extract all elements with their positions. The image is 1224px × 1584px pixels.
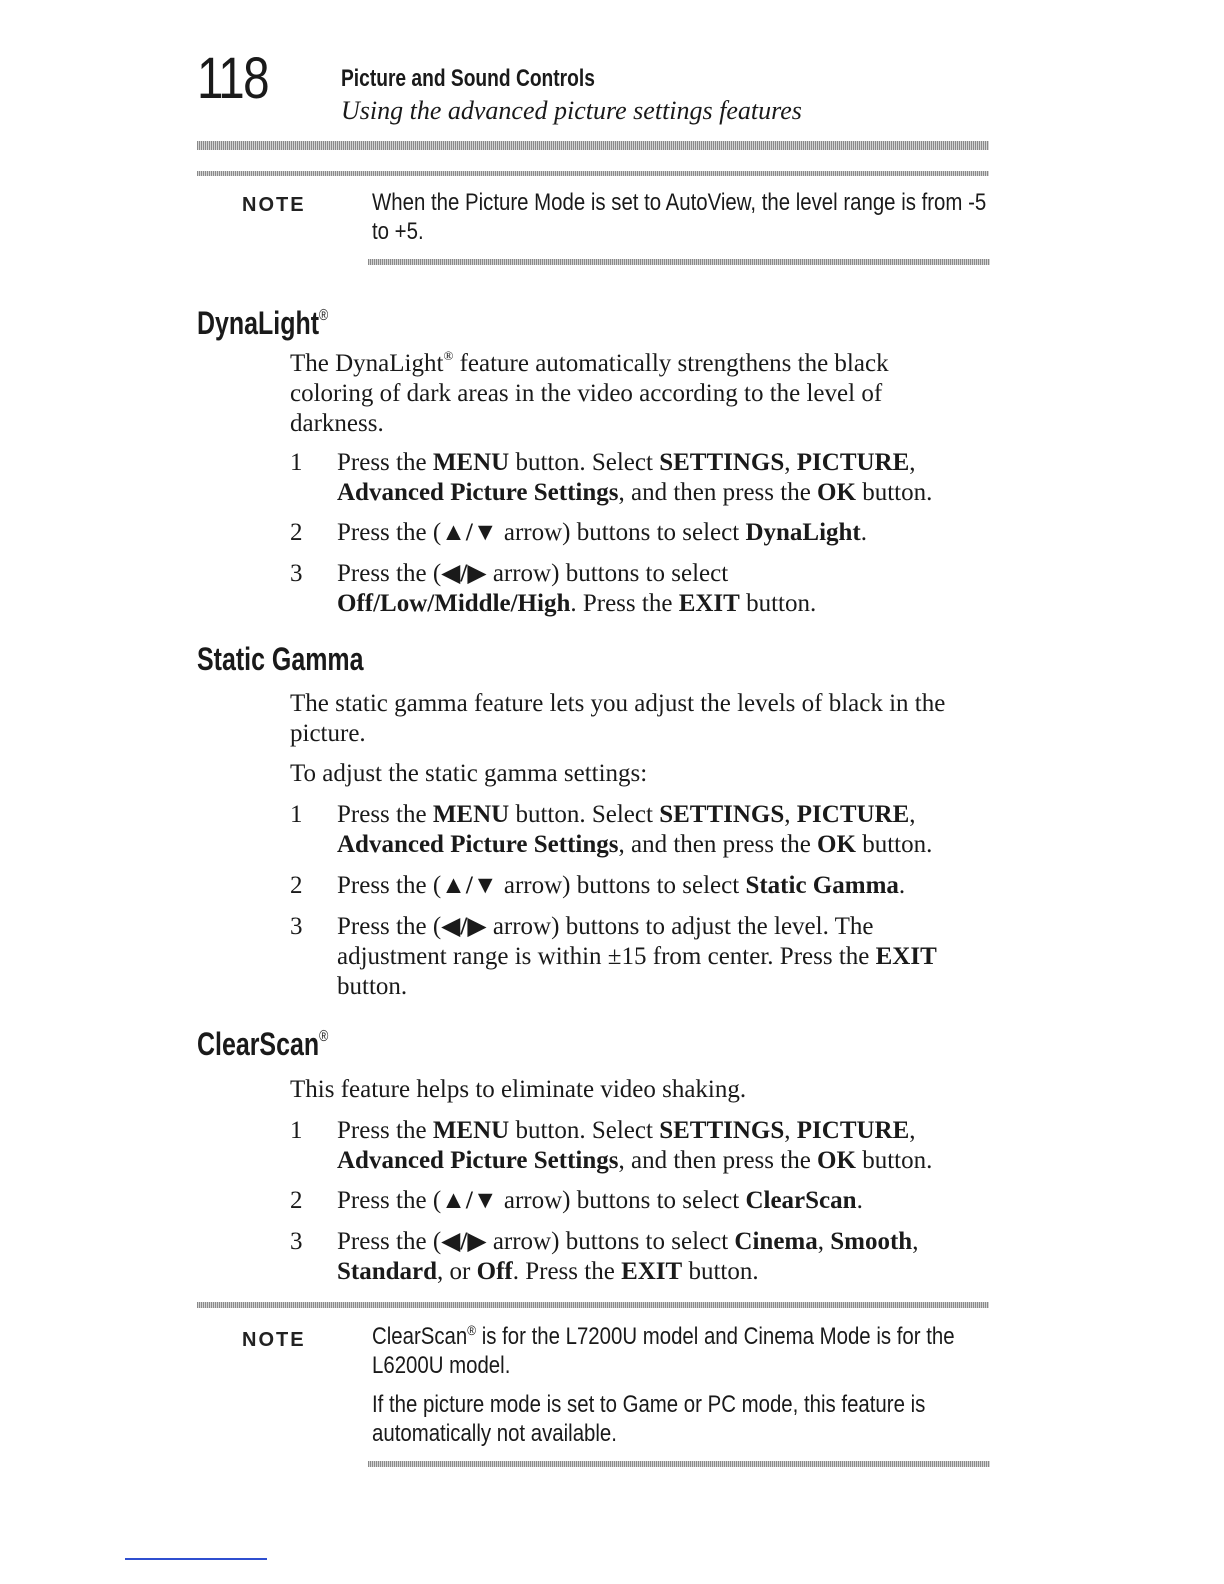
- step-line: Press the MENU button. Select SETTINGS, PICTURE,: [337, 449, 916, 476]
- step-number: 2: [290, 872, 303, 899]
- intro-paragraph: [290, 349, 889, 439]
- step-1: [337, 800, 932, 860]
- step-line: Press the MENU button. Select SETTINGS, PICTURE,: [337, 801, 916, 828]
- section-heading-static-gamma: Static Gamma: [197, 641, 364, 677]
- step-line: Press the (▲/▼ arrow) buttons to select DynaLight.: [337, 519, 868, 546]
- registered-mark: ®: [319, 1028, 329, 1045]
- left-right-arrow-icon: ◀/▶: [441, 913, 487, 940]
- intro-paragraph: This feature helps to eliminate video shaking.: [290, 1076, 747, 1103]
- section-heading-dynalight: [197, 305, 328, 342]
- note-line: automatically not available.: [372, 1420, 617, 1447]
- up-down-arrow-icon: ▲/▼: [441, 872, 498, 899]
- step-line: Standard, or Off. Press the EXIT button.: [337, 1258, 759, 1285]
- note-text: [372, 1390, 925, 1448]
- note-line: If the picture mode is set to Game or PC mode, this feature is: [372, 1391, 926, 1418]
- note-line: L6200U model.: [372, 1352, 511, 1379]
- note-label: NOTE: [242, 1329, 306, 1351]
- paragraph-line: darkness.: [290, 410, 384, 437]
- step-line: Press the (◀/▶ arrow) buttons to select: [337, 560, 729, 587]
- heading-text: DynaLight: [197, 305, 320, 341]
- step-number: 2: [290, 519, 303, 546]
- note-bottom-rule: [368, 259, 990, 265]
- step-line: Press the (◀/▶ arrow) buttons to adjust the level. The: [337, 913, 874, 940]
- lead-paragraph: To adjust the static gamma settings:: [290, 760, 648, 787]
- step-line: Press the (▲/▼ arrow) buttons to select Static Gamma.: [337, 872, 906, 899]
- note-line: ClearScan® is for the L7200U model and Cinema Mode is for the: [372, 1322, 955, 1350]
- left-right-arrow-icon: ◀/▶: [441, 1228, 487, 1255]
- step-1: [337, 1116, 932, 1176]
- note-line: When the Picture Mode is set to AutoView, the level range is from -5: [372, 189, 987, 216]
- paragraph-line: The DynaLight® feature automatically strengthens the black: [290, 348, 889, 377]
- step-line: adjustment range is within ±15 from center. Press the EXIT: [337, 943, 937, 970]
- intro-paragraph: [290, 689, 945, 749]
- step-1: [337, 448, 932, 508]
- registered-mark: ®: [319, 307, 329, 324]
- step-3: [337, 1227, 918, 1287]
- step-line: Advanced Picture Settings, and then press the OK button.: [337, 831, 933, 858]
- step-line: button.: [337, 973, 408, 1000]
- page-number: 118: [197, 46, 268, 111]
- paragraph-line: picture.: [290, 720, 366, 747]
- step-2: [337, 1186, 863, 1216]
- footer-link-underline: [125, 1558, 267, 1560]
- note-label: NOTE: [242, 194, 306, 216]
- step-2: [337, 518, 867, 548]
- left-right-arrow-icon: ◀/▶: [441, 560, 487, 587]
- note-line: to +5.: [372, 218, 424, 245]
- step-number: 3: [290, 913, 303, 940]
- note-bottom-rule: [368, 1461, 990, 1467]
- step-2: [337, 871, 905, 901]
- step-number: 3: [290, 1228, 303, 1255]
- up-down-arrow-icon: ▲/▼: [441, 519, 498, 546]
- note-text: [372, 1322, 955, 1380]
- step-line: Advanced Picture Settings, and then press the OK button.: [337, 1147, 933, 1174]
- step-number: 3: [290, 560, 303, 587]
- header-rule: [197, 141, 989, 150]
- note-text: [372, 188, 986, 246]
- step-3: [337, 559, 816, 619]
- step-3: [337, 912, 937, 1002]
- section-heading-clearscan: [197, 1026, 328, 1063]
- step-number: 2: [290, 1187, 303, 1214]
- up-down-arrow-icon: ▲/▼: [441, 1187, 498, 1214]
- paragraph-line: coloring of dark areas in the video according to the level of: [290, 380, 883, 407]
- note-top-rule: [197, 1302, 989, 1308]
- section-subtitle: Using the advanced picture settings features: [341, 96, 802, 125]
- note-top-rule: [197, 171, 989, 176]
- heading-text: ClearScan: [197, 1026, 320, 1062]
- chapter-title: Picture and Sound Controls: [341, 65, 595, 92]
- paragraph-line: The static gamma feature lets you adjust the levels of black in the: [290, 690, 946, 717]
- step-number: 1: [290, 801, 303, 828]
- step-line: Press the MENU button. Select SETTINGS, PICTURE,: [337, 1117, 916, 1144]
- step-line: Press the (◀/▶ arrow) buttons to select Cinema, Smooth,: [337, 1228, 919, 1255]
- step-line: Advanced Picture Settings, and then press the OK button.: [337, 479, 933, 506]
- step-number: 1: [290, 1117, 303, 1144]
- step-number: 1: [290, 449, 303, 476]
- step-line: Off/Low/Middle/High. Press the EXIT button.: [337, 590, 817, 617]
- step-line: Press the (▲/▼ arrow) buttons to select ClearScan.: [337, 1187, 863, 1214]
